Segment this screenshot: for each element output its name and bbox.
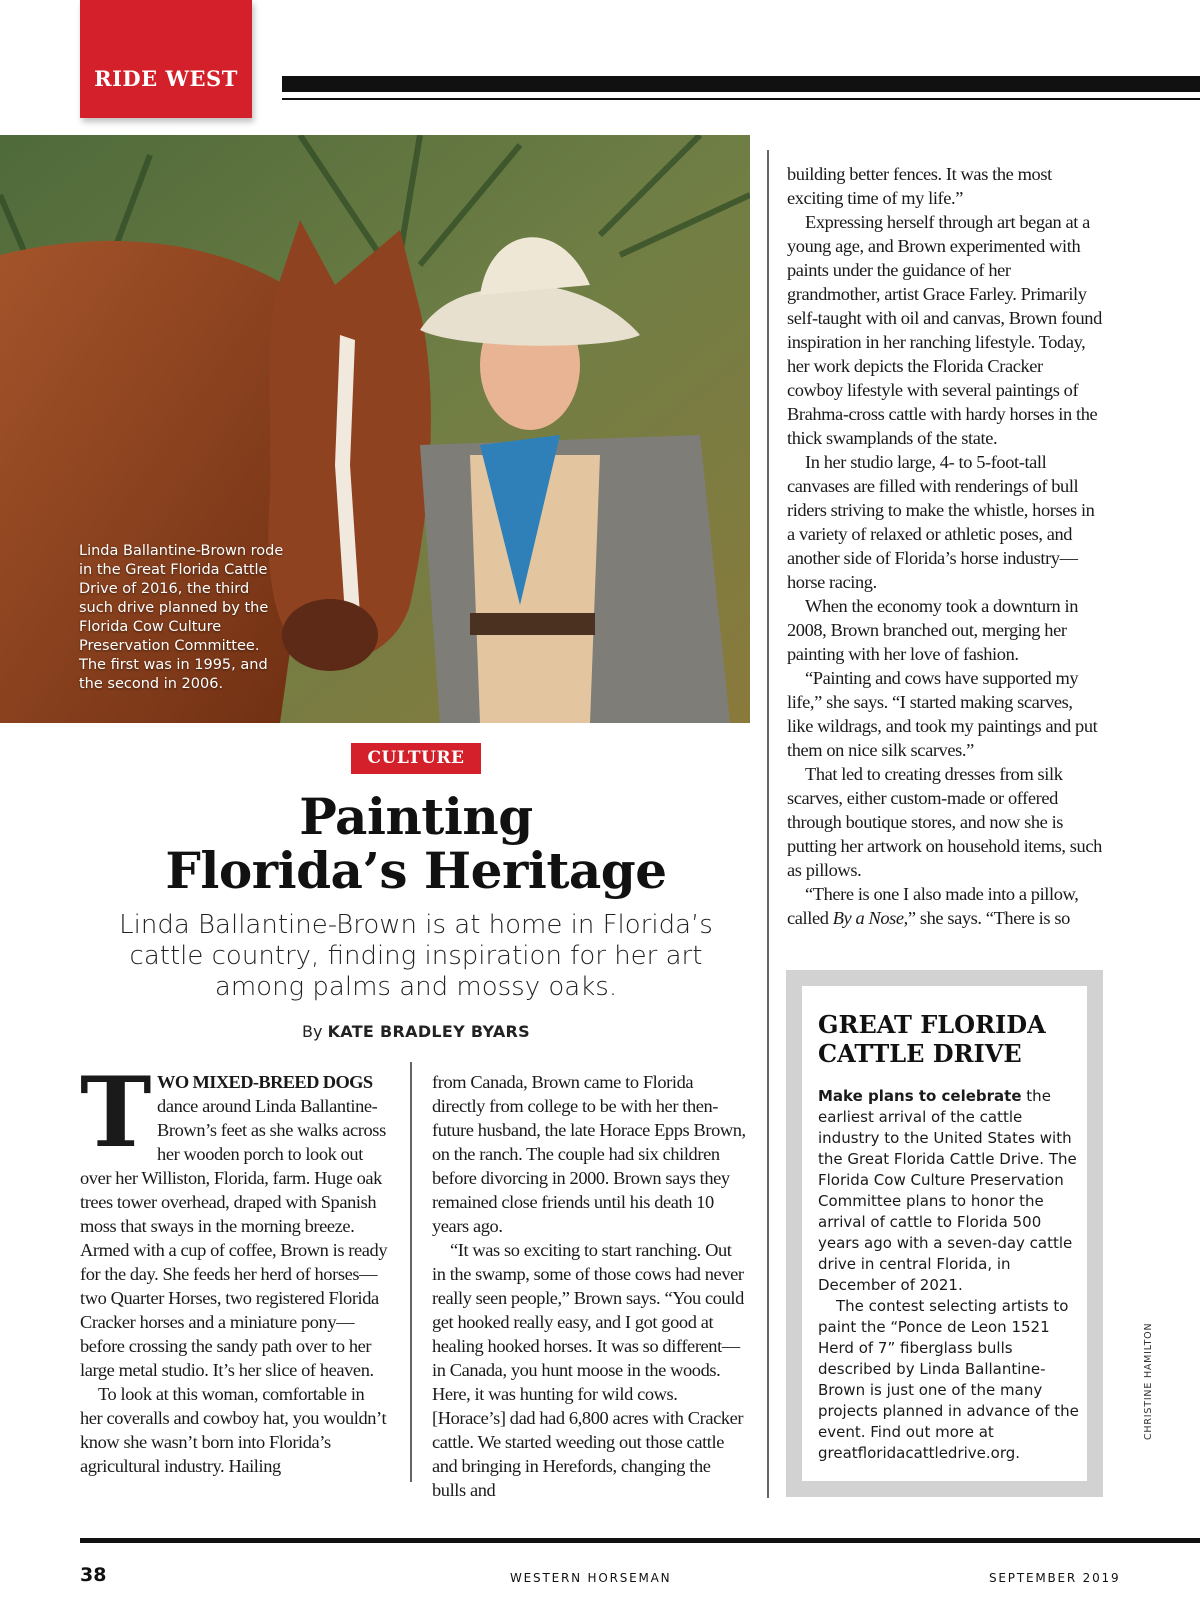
page-number: 38: [80, 1564, 107, 1586]
sidebar-title-line-1: GREAT FLORIDA: [818, 1010, 1046, 1039]
lead-in: WO MIXED-BREED DOGS: [157, 1072, 373, 1092]
body-paragraph: from Canada, Brown came to Florida directly from college to be with her then-future husband, the late Horace Epps Brown, on the ranch. The couple had six children before divorcing in 2000. Brown says they remained close friends until his death 10 years ago.: [432, 1072, 746, 1236]
paragraph-text: the earliest arrival of the cattle industry to the United States with the Great Florida Cattle Drive. The Florida Cow Culture Preservation Committee plans to honor the arrival of cattle to Florida 500 years ago with a seven-day cattle drive in central Florida, in December of 2021.: [818, 1087, 1077, 1294]
sidebar-paragraph: [818, 1086, 1083, 1296]
magazine-name: WESTERN HORSEMAN: [510, 1571, 672, 1585]
category-kicker: CULTURE: [351, 743, 481, 774]
photo-credit: CHRISTINE HAMILTON: [1143, 1322, 1154, 1440]
body-paragraph: [80, 1056, 390, 1382]
body-column-2: [432, 1070, 747, 1502]
body-paragraph: When the economy took a downturn in 2008, Brown branched out, merging her painting with her love of fashion.: [787, 596, 1079, 664]
sidebar-title-line-2: CATTLE DRIVE: [818, 1039, 1022, 1068]
footer-rule: [80, 1538, 1200, 1543]
section-tag-label: RIDE WEST: [94, 66, 238, 91]
body-paragraph: “Painting and cows have supported my life,” she says. “I started making scarves, like wildrags, and took my paintings and put them on nice silk scarves.”: [787, 668, 1098, 760]
column-rule: [767, 150, 769, 1498]
sidebar-lead-in: Make plans to celebrate: [818, 1087, 1022, 1105]
paragraph-text: dance around Linda Ballantine-Brown’s feet as she walks across her wooden porch to look out over her Williston, Florida, farm. Huge oak trees tower overhead, draped with Spanish moss that sways in the morning breeze. Armed with a cup of coffee, Brown is ready for the day. She feeds her herd of horses—two Quarter Horses, two registered Florida Cracker horses and a miniature pony—before crossing the sandy path over to her large metal studio. It’s her slice of heaven.: [80, 1096, 388, 1380]
header-rule: [282, 76, 1200, 92]
body-column-1: [80, 1056, 390, 1478]
column-rule: [410, 1062, 412, 1482]
section-tag: [80, 0, 252, 118]
dek: Linda Ballantine-Brown is at home in Florida’s cattle country, finding inspiration for her art among palms and mossy oaks.: [119, 910, 713, 1002]
artwork-title: By a Nose: [832, 908, 904, 928]
drop-cap: T: [80, 1056, 152, 1169]
headline-line-1: Painting: [299, 787, 533, 846]
paragraph-text: “There is one I also made into a pillow, called: [787, 884, 1079, 928]
headline-line-2: Florida’s Heritage: [165, 841, 667, 900]
headline: [80, 787, 752, 900]
photo-caption: Linda Ballantine-Brown rode in the Great Florida Cattle Drive of 2016, the third such drive planned by the Florida Cow Culture Preservation Committee. The first was in 1995, and the second in 2006.: [79, 543, 284, 692]
byline-author: KATE BRADLEY BYARS: [327, 1022, 530, 1041]
sidebar-inner: [802, 986, 1087, 1481]
issue-date: SEPTEMBER 2019: [989, 1571, 1121, 1585]
byline-prefix: By: [302, 1022, 323, 1041]
sidebar-box: [786, 970, 1103, 1497]
body-paragraph: To look at this woman, comfortable in her coveralls and cowboy hat, you wouldn’t know she wasn’t born into Florida’s agricultural industry. Hailing: [80, 1384, 387, 1476]
body-paragraph: In her studio large, 4- to 5-foot-tall canvases are filled with renderings of bull riders striving to make the whistle, horses in a variety of relaxed or athletic poses, and another side of Florida’s horse industry—horse racing.: [787, 452, 1095, 592]
sidebar-text: [818, 1086, 1083, 1464]
byline: [80, 1022, 752, 1041]
sidebar-paragraph: The contest selecting artists to paint the “Ponce de Leon 1521 Herd of 7” fiberglass bulls described by Linda Ballantine-Brown is just one of the many projects planned in advance of the event. Find out more at greatfloridacattledrive.org.: [818, 1297, 1079, 1462]
body-paragraph: building better fences. It was the most exciting time of my life.”: [787, 164, 1052, 208]
body-paragraph: That led to creating dresses from silk scarves, either custom-made or offered through boutique stores, and now she is putting her artwork on household items, such as pillows.: [787, 764, 1102, 880]
header-rule-thin: [282, 98, 1200, 100]
body-column-3: [787, 162, 1102, 930]
paragraph-text: ,” she says. “There is so: [903, 908, 1070, 928]
sidebar-title: [818, 1010, 1078, 1068]
body-paragraph: [787, 882, 1102, 930]
body-paragraph: Expressing herself through art began at a young age, and Brown experimented with paints under the guidance of her grandmother, artist Grace Farley. Primarily self-taught with oil and canvas, Brown found inspiration in her ranching lifestyle. Today, her work depicts the Florida Cracker cowboy lifestyle with several paintings of Brahma-cross cattle with hardy horses in the thick swamplands of the state.: [787, 212, 1102, 448]
body-paragraph: “It was so exciting to start ranching. Out in the swamp, some of those cows had never really seen people,” Brown says. “You could get hooked really easy, and I got good at healing hooked horses. It was so different—in Canada, you hunt moose in the woods. Here, it was hunting for wild cows. [Horace’s] dad had 6,800 acres with Cracker cattle. We started weeding out those cattle and bringing in Herefords, changing the bulls and: [432, 1240, 744, 1500]
